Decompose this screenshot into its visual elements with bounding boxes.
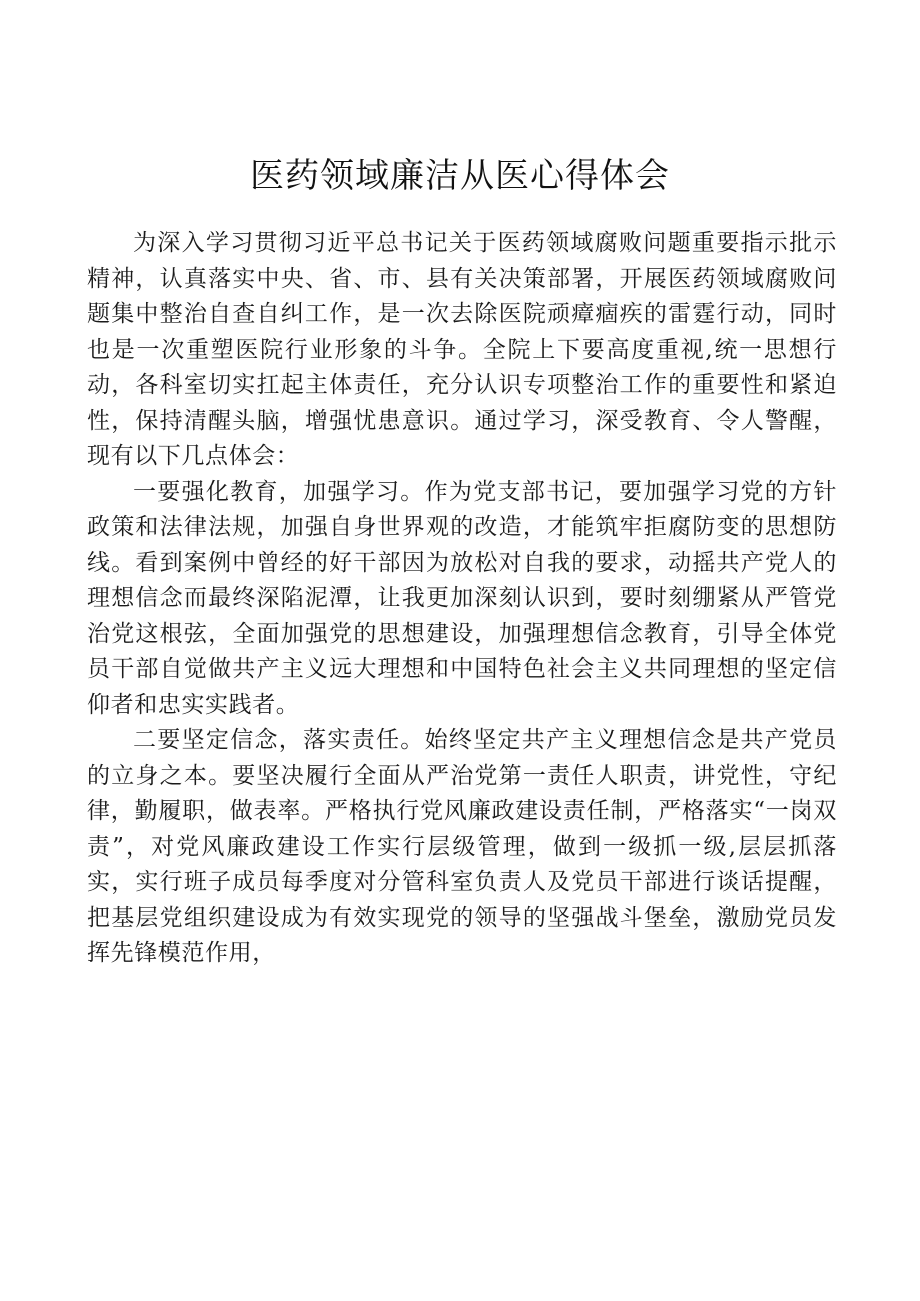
paragraph-education: 一要强化教育，加强学习。作为党支部书记，要加强学习党的方针政策和法律法规，加强自身世界观的改造，才能筑牢拒腐防变的思想防线。看到案例中曾经的好干部因为放松对自我的要求，动摇共产党人的理想信念而最终深陷泥潭，让我更加深刻认识到，要时刻绷紧从严管党治党这根弦，全面加强党的思想建设，加强理想信念教育，引导全体党员干部自觉做共产主义远大理想和中国特色社会主义共同理想的坚定信仰者和忠实实践者。	[87, 478, 837, 718]
document-title: 医药领域廉洁从医心得体会	[250, 156, 670, 196]
document-body	[87, 226, 837, 972]
paragraph-intro: 为深入学习贯彻习近平总书记关于医药领域腐败问题重要指示批示精神，认真落实中央、省、市、县有关决策部署，开展医药领域腐败问题集中整治自查自纠工作，是一次去除医院顽瘴痼疾的雷霆行动，同时也是一次重塑医院行业形象的斗争。全院上下要高度重视,统一思想行动，各科室切实扛起主体责任，充分认识专项整治工作的重要性和紧迫性，保持清醒头脑，增强忧患意识。通过学习，深受教育、令人警醒，现有以下几点体会：	[87, 230, 837, 469]
paragraph-responsibility: 二要坚定信念，落实责任。始终坚定共产主义理想信念是共产党员的立身之本。要坚决履行全面从严治党第一责任人职责，讲党性，守纪律，勤履职，做表率。严格执行党风廉政建设责任制，严格落实“一岗双责”，对党风廉政建设工作实行层级管理，做到一级抓一级,层层抓落实，实行班子成员每季度对分管科室负责人及党员干部进行谈话提醒，把基层党组织建设成为有效实现党的领导的坚强战斗堡垒，激励党员发挥先锋模范作用，	[87, 727, 837, 966]
